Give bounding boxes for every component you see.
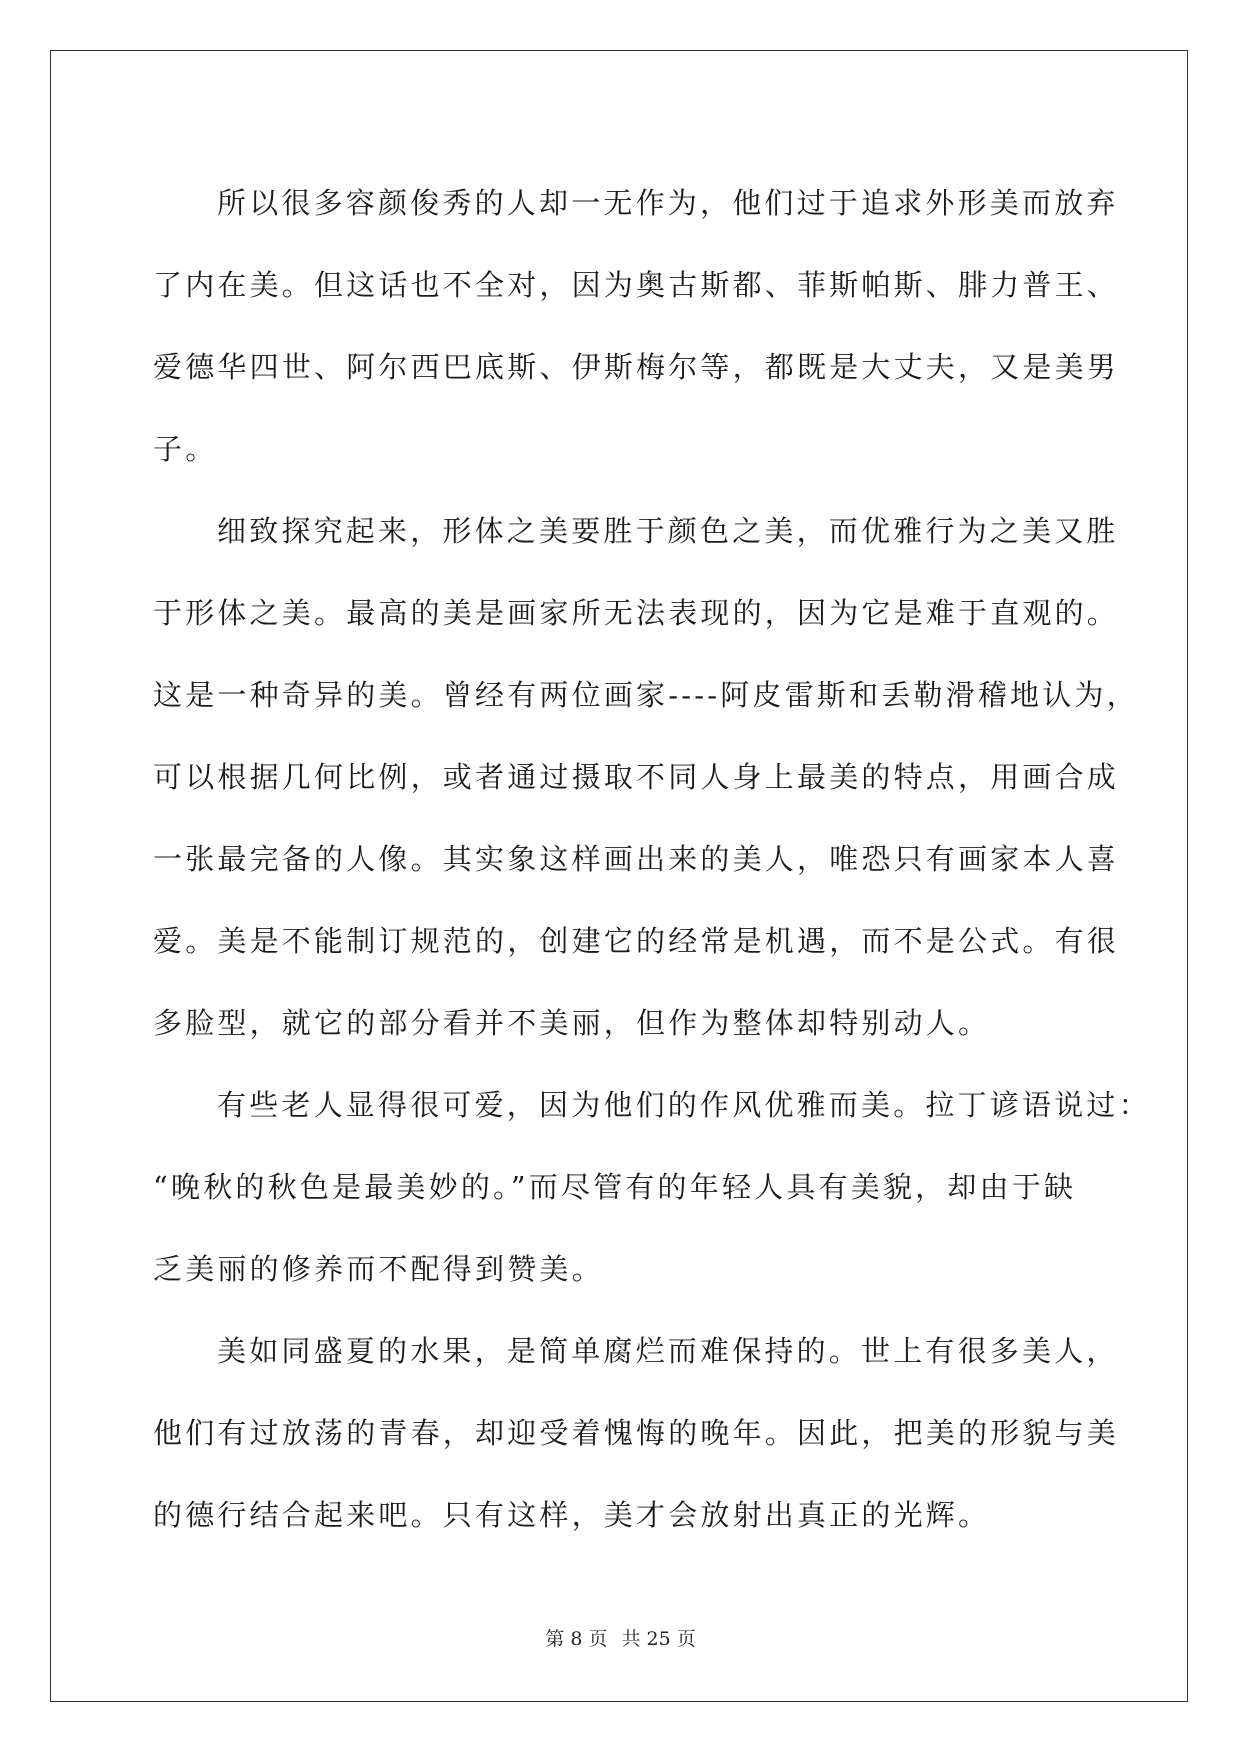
text-line: 乏美丽的修养而不配得到赞美。	[153, 1252, 604, 1286]
page-number: 第 8 页	[545, 1628, 608, 1650]
text-line: 多脸型，就它的部分看并不美丽，但作为整体却特别动人。	[153, 1006, 991, 1040]
paragraph-1	[153, 162, 1120, 490]
text-line: 有些老人显得很可爱，因为他们的作风优雅而美。拉丁谚语说过：	[217, 1088, 1151, 1122]
text-line: “晚秋的秋色是最美妙的。”而尽管有的年轻人具有美貌，却由于缺	[153, 1170, 1077, 1204]
paragraph-2	[153, 490, 1139, 1064]
text-line: 他们有过放荡的青春，却迎受着愧悔的晚年。因此，把美的形貌与美	[153, 1416, 1120, 1450]
text-line: 细致探究起来，形体之美要胜于颜色之美，而优雅行为之美又胜	[217, 514, 1119, 548]
page-footer	[0, 1624, 1241, 1651]
text-line: 美如同盛夏的水果，是简单腐烂而难保持的。世上有很多美人，	[217, 1334, 1119, 1368]
page-total: 共 25 页	[621, 1628, 696, 1650]
paragraph-4	[153, 1310, 1120, 1556]
text-line: 子。	[153, 432, 218, 466]
text-line: 了内在美。但这话也不全对，因为奥古斯都、菲斯帕斯、腓力普王、	[153, 268, 1120, 302]
text-line: 的德行结合起来吧。只有这样，美才会放射出真正的光辉。	[153, 1498, 991, 1532]
text-line: 可以根据几何比例，或者通过摄取不同人身上最美的特点，用画合成	[153, 760, 1120, 794]
text-line: 所以很多容颜俊秀的人却一无作为，他们过于追求外形美而放弃	[217, 186, 1119, 220]
paragraph-3	[153, 1064, 1151, 1310]
text-line: 爱德华四世、阿尔西巴底斯、伊斯梅尔等，都既是大丈夫，又是美男	[153, 350, 1120, 384]
text-line: 于形体之美。最高的美是画家所无法表现的，因为它是难于直观的。	[153, 596, 1120, 630]
text-line: 这是一种奇异的美。曾经有两位画家----阿皮雷斯和丢勒滑稽地认为，	[153, 678, 1139, 712]
text-line: 爱。美是不能制订规范的，创建它的经常是机遇，而不是公式。有很	[153, 924, 1120, 958]
text-line: 一张最完备的人像。其实象这样画出来的美人，唯恐只有画家本人喜	[153, 842, 1120, 876]
document-body	[153, 162, 1151, 1556]
